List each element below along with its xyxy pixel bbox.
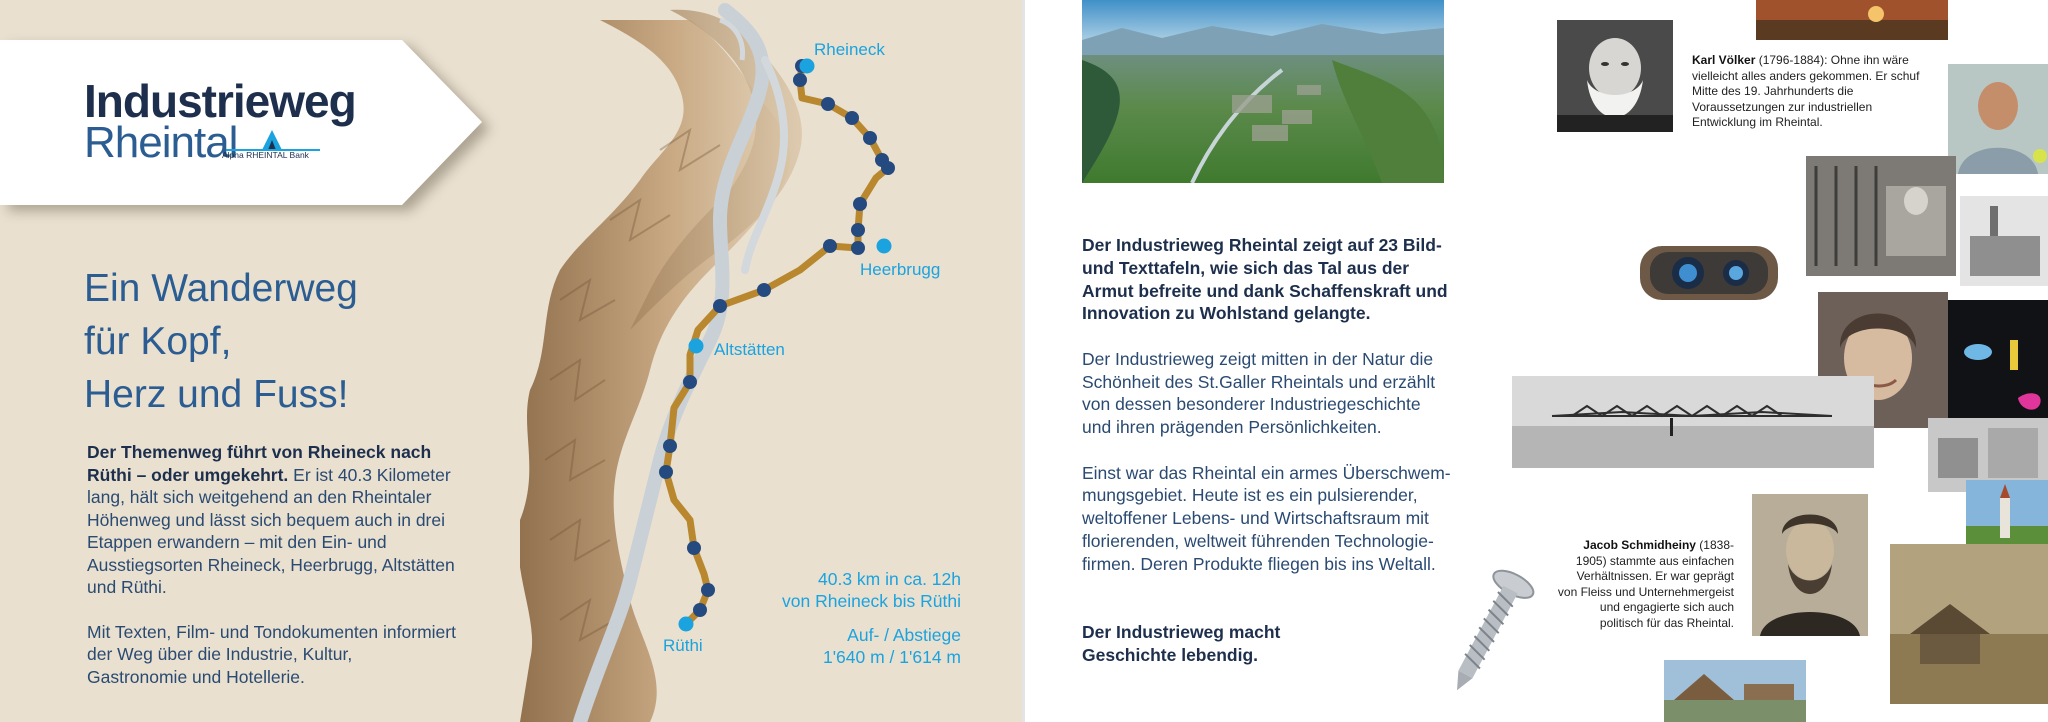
thermal-camera-product-photo [1636, 238, 1782, 308]
caption-voelker-name: Karl Völker [1692, 53, 1756, 67]
right-paragraph-1: Der Industrieweg zeigt mitten in der Natur die Schönheit des St.Galler Rheintals und erzählt von dessen besonderer Industriegeschichte und ihren prägenden Persönlichkeiten. [1082, 348, 1436, 438]
logo-title: Industrieweg [84, 75, 356, 127]
landscape-sunset-photo [1756, 0, 1948, 40]
route-waypoint [713, 299, 727, 313]
closing-statement [1082, 621, 1280, 667]
historic-factory-photo [1960, 196, 2048, 286]
stop-marker-ruethi [679, 617, 694, 632]
distance-info [782, 568, 961, 612]
route-waypoint [793, 73, 807, 87]
elevation-line-2: 1'640 m / 1'614 m [822, 647, 961, 667]
distance-line-1: 40.3 km in ca. 12h [818, 569, 961, 589]
route-waypoint [663, 439, 677, 453]
caption-schmidheiny-name: Jacob Schmidheiny [1583, 538, 1696, 552]
intro-body: Er ist 40.3 Kilometer lang, hält sich weitgehend an den Rheintaler Höhenweg und lässt sich bequem auch in drei Etappen erwandern – mit den Ein- und Ausstiegsorten Rheineck, Heerbrugg, Altstätten und Rüthi. [87, 464, 455, 597]
portrait-karl-voelker [1557, 20, 1673, 132]
route-waypoint [851, 241, 865, 255]
closing-line-1: Der Industrieweg macht [1082, 622, 1281, 642]
page-fold [1022, 0, 1025, 722]
route-waypoint [845, 111, 859, 125]
route-waypoint [757, 283, 771, 297]
caption-schmidheiny-text: (1838-1905) stammte aus einfachen Verhältnissen. Er war geprägt von Fleiss und Unternehmergeist und engagierte sich auch politisch für das Rheintal. [1557, 538, 1734, 630]
route-waypoint [659, 465, 673, 479]
logo-subtitle: Rheintal [84, 118, 238, 167]
historic-bridge-photo [1512, 376, 1874, 468]
route-waypoint [821, 97, 835, 111]
distance-line-2: von Rheineck bis Rüthi [782, 591, 961, 611]
screw-product-photo [1440, 562, 1536, 702]
stop-marker-altstaetten [689, 339, 704, 354]
route-waypoint [683, 375, 697, 389]
embroidery-machine-photo [1806, 156, 1956, 276]
right-page-text [1082, 234, 1452, 598]
headline-line-3: Herz und Fuss! [84, 373, 349, 416]
intro-text [87, 441, 457, 710]
caption-karl-voelker [1692, 53, 1922, 131]
intro-bold: Der Themenweg führt von Rheineck nach Rüthi – oder umgekehrt. [87, 442, 432, 485]
caption-voelker-text: (1796-1884): Ohne ihn wäre vielleicht alles anders gekommen. Er schuf Mitte des 19. Jahrhunderts die Voraussetzungen zur industriellen Entwicklung im Rheintal. [1692, 53, 1920, 130]
headline [84, 262, 358, 421]
place-label-rheineck: Rheineck [814, 40, 885, 59]
route-overlay [520, 0, 1024, 722]
headline-line-1: Ein Wanderweg [84, 267, 358, 310]
intro-paragraph-2: Mit Texten, Film- und Tondokumenten informiert der Weg über die Industrie, Kultur, Gastronomie und Hotellerie. [87, 621, 456, 687]
route-waypoint [687, 541, 701, 555]
historic-village-photo [1890, 544, 2048, 704]
technology-display-photo [1948, 300, 2048, 418]
athlete-portrait-photo [1948, 64, 2048, 174]
closing-line-2: Geschichte lebendig. [1082, 644, 1259, 665]
elevation-line-1: Auf- / Abstiege [847, 625, 961, 645]
lakeside-house-photo [1664, 660, 1806, 722]
stop-marker-rheineck [800, 59, 815, 74]
route-waypoint [823, 239, 837, 253]
right-lead-paragraph: Der Industrieweg Rheintal zeigt auf 23 Bild- und Texttafeln, wie sich das Tal aus der Armut befreite und dank Schaffenskraft und Innovation zu Wohlstand gelangte. [1082, 235, 1448, 324]
route-map [520, 0, 1024, 722]
route-waypoint [851, 223, 865, 237]
route-waypoint [863, 131, 877, 145]
route-waypoint [881, 161, 895, 175]
caption-jacob-schmidheiny [1556, 538, 1734, 632]
place-label-heerbrugg: Heerbrugg [860, 260, 941, 279]
aerial-valley-photo [1082, 0, 1444, 183]
headline-line-2: für Kopf, [84, 320, 232, 363]
stop-marker-heerbrugg [877, 239, 892, 254]
elevation-info [823, 624, 961, 668]
right-paragraph-2: Einst war das Rheintal ein armes Überschwemmungsgebiet. Heute ist es ein pulsierender, weltoffener Lebens- und Wirtschaftsraum mit florierenden, weltweit führenden Technologiefirmen. Deren Produkte fliegen bis ins Weltall. [1082, 462, 1451, 574]
intro-paragraph-1 [87, 441, 457, 599]
bank-logo-text: Alpha RHEINTAL Bank [222, 150, 309, 160]
route-waypoint [701, 583, 715, 597]
portrait-jacob-schmidheiny [1752, 494, 1868, 636]
route-waypoint [853, 197, 867, 211]
place-label-ruethi: Rüthi [663, 636, 703, 655]
place-label-altstaetten: Altstätten [714, 340, 785, 359]
route-waypoint [693, 603, 707, 617]
